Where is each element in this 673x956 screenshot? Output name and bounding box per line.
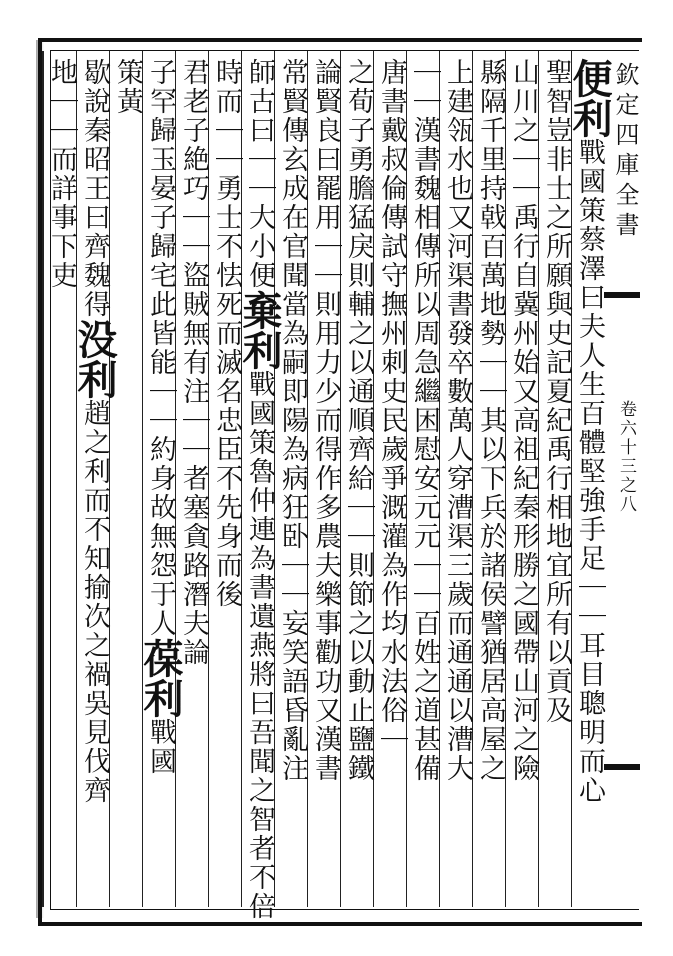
fishtail-mark-upper bbox=[604, 292, 640, 298]
entry-text: 地｜｜而詳事下吏 bbox=[46, 58, 77, 290]
entry-text: 山川之｜｜禹行自冀州始又高祖紀秦形勝之國帶山河之險 bbox=[508, 58, 539, 783]
text-column bbox=[473, 58, 507, 783]
entry-text: 之荀子勇膽猛戾則輔之以通順齊給｜｜則節之以動止鹽鐵 bbox=[343, 58, 374, 783]
fishtail-mark-lower bbox=[604, 764, 640, 770]
text-column bbox=[110, 58, 144, 116]
text-column bbox=[539, 58, 573, 725]
entry-text: 策黃 bbox=[112, 58, 143, 116]
entry-text: 常賢傳玄成在官聞當為嗣即陽為病狂卧｜｜妄笑語昏亂注 bbox=[277, 58, 308, 783]
entry-heading: 便利 bbox=[566, 58, 613, 138]
entry-text: 歇說秦昭王曰齊魏得 bbox=[79, 58, 110, 319]
entry-text: 戰國 bbox=[145, 718, 176, 776]
entry-text: 上建瓴水也又河渠書發卒數萬人穿漕渠三歲而通通以漕大 bbox=[442, 58, 473, 783]
entry-text: 師古曰｜｜大小便 bbox=[244, 58, 275, 290]
text-column bbox=[566, 58, 613, 805]
entry-text: 時而｜｜勇士不怯死而滅名忠臣不先身而後 bbox=[211, 58, 242, 609]
entry-text: 君老子絶巧｜｜盜賊無有注｜｜者塞貪路潛夫論 bbox=[178, 58, 209, 667]
volume-label: 卷六十三之八 bbox=[616, 400, 636, 514]
text-column bbox=[341, 58, 375, 783]
entry-heading: 没利 bbox=[71, 319, 118, 399]
column-rule bbox=[42, 51, 43, 907]
entry-text: 論賢良曰罷用｜｜則用力少而得作多農夫樂事勸功又漢書 bbox=[310, 58, 341, 783]
entry-heading: 葆利 bbox=[137, 638, 184, 718]
entry-text: 聖智豈非士之所願與史記夏紀禹行相地宜所有以貢及 bbox=[541, 58, 572, 725]
text-column bbox=[71, 58, 118, 805]
text-column bbox=[440, 58, 474, 783]
entry-text: 縣隔千里持戟百萬地勢｜｜其以下兵於諸侯譬猶居高屋之 bbox=[475, 58, 506, 783]
entry-text: 趙之利而不知揄次之禍吳見伐齊 bbox=[79, 399, 110, 805]
text-column bbox=[308, 58, 342, 783]
text-column bbox=[374, 58, 408, 754]
text-column bbox=[275, 58, 309, 783]
text-column bbox=[407, 58, 441, 783]
text-column bbox=[137, 58, 184, 776]
text-column bbox=[209, 58, 243, 609]
text-column bbox=[176, 58, 210, 667]
entry-text: ｜｜漢書魏相傳所以周急繼困慰安元元｜｜百姓之道甚備 bbox=[409, 58, 440, 783]
entry-heading: 棄利 bbox=[236, 290, 283, 370]
text-column bbox=[236, 58, 283, 921]
text-column bbox=[506, 58, 540, 783]
entry-text: 唐書戴叔倫傳試守撫州刺史民歲爭溉灌為作均水法俗｜ bbox=[376, 58, 407, 754]
entry-text: 戰國策蔡澤曰夫人生百體堅強手足｜｜耳目聰明而心 bbox=[574, 138, 605, 805]
entry-text: 子罕歸玉晏子歸宅此皆能｜｜約身故無怨于人 bbox=[145, 58, 176, 638]
entry-text: 戰國策魯仲連為書遺燕將曰吾聞之智者不倍 bbox=[244, 370, 275, 921]
book-title: 欽定四庫全書 bbox=[611, 62, 639, 242]
text-column bbox=[44, 58, 78, 290]
